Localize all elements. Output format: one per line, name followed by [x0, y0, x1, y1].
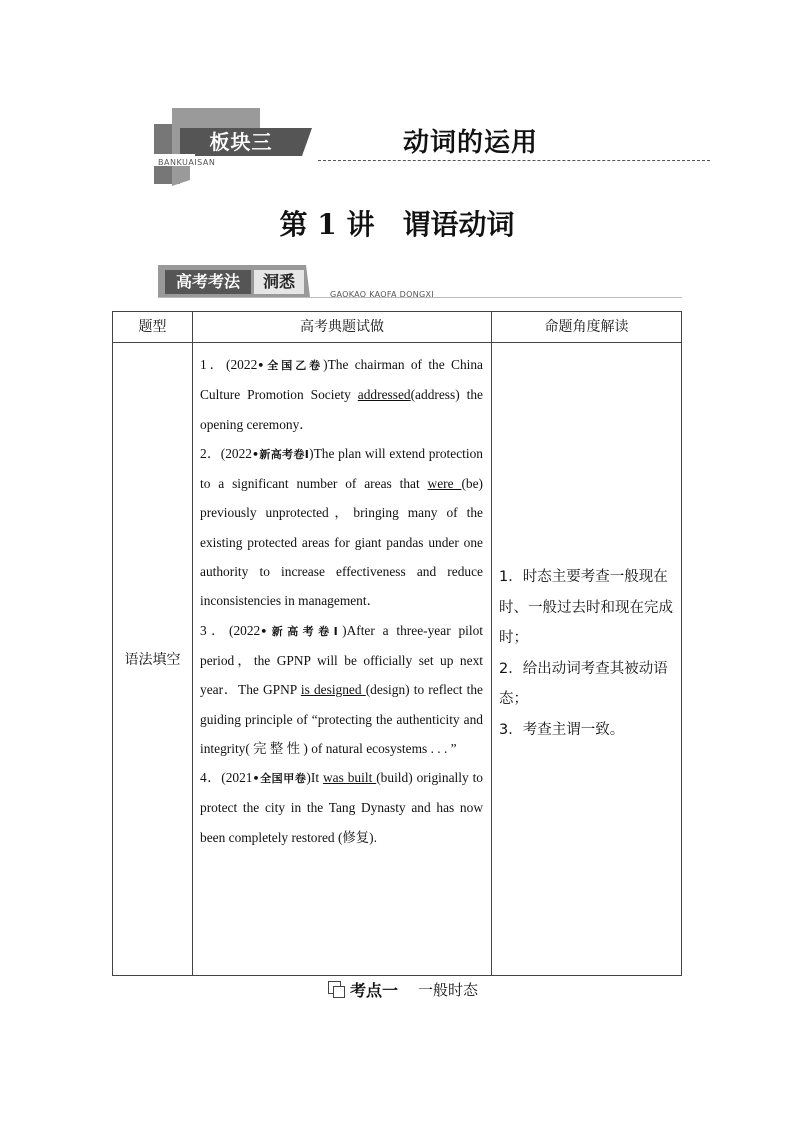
question-list [200, 350, 483, 852]
question-item [200, 616, 483, 763]
question-number: 2．(2022 [200, 445, 252, 461]
analysis-item: 3．考查主谓一致。 [499, 721, 625, 738]
banner-subtitle: BANKUAISAN [158, 158, 216, 167]
question-text: (be) previously unprotected，bringing many of the existing protected areas for giant pandas under one authority to increase effectiveness and reduce inconsistencies in management． [200, 476, 483, 609]
keypoint-title: 一般时态 [418, 980, 479, 999]
question-item [200, 439, 483, 616]
header-analysis: 命题角度解读 [492, 312, 681, 343]
header-divider [318, 160, 710, 161]
section-tag-right: 洞悉 [254, 270, 304, 294]
question-text: (build) originally to protect the city in the Tang Dynasty and has now been completely restored (修复). [200, 770, 483, 845]
question-text: )The chairman of the China Culture Promotion Society [200, 357, 483, 403]
question-item [200, 763, 483, 852]
question-number: 3．(2022 [200, 622, 261, 638]
question-item [200, 350, 483, 439]
question-text: )After a three-year pilot period，the GPNP will be officially set up next year．The GPNP [200, 622, 484, 698]
double-square-icon [328, 981, 344, 997]
question-table [112, 311, 682, 976]
question-number: 4．(2021 [200, 770, 253, 786]
chapter-title: 动词的运用 [403, 128, 539, 158]
question-text: (address) the opening ceremony． [200, 387, 483, 432]
column-type [113, 312, 193, 975]
question-answer: were [427, 476, 462, 492]
question-text: (design) to reflect the guiding principle of “protecting the authenticity and integrity( 完 整 性 ) of natural ecosystems . . . ” [200, 682, 484, 756]
lecture-title: 第 1 讲 谓语动词 [279, 208, 515, 241]
question-answer: is designed [300, 682, 366, 698]
question-answer: addressed [357, 387, 411, 403]
question-number: 1．(2022 [200, 357, 258, 372]
banner-label: 板块三 [195, 128, 287, 156]
question-source: •新高考卷Ⅰ [252, 447, 310, 461]
analysis-list [499, 562, 673, 745]
analysis-item: 1．时态主要考查一般现在时、一般过去时和现在完成时； [499, 569, 673, 646]
question-source: •全国甲卷 [252, 772, 307, 786]
header-type: 题型 [113, 312, 192, 343]
analysis-item: 2．给出动词考查其被动语态； [499, 660, 668, 707]
header-questions: 高考典题试做 [193, 312, 491, 343]
column-analysis [492, 312, 681, 975]
section-tag-underline [158, 297, 682, 298]
question-answer: was built [322, 770, 377, 786]
keypoint-label: 考点一 [350, 980, 399, 1000]
question-type: 语法填空 [124, 652, 181, 668]
question-source: •新高考卷Ⅰ [260, 624, 343, 638]
section-tag-left: 高考考法 [165, 270, 251, 294]
question-text: )It [306, 770, 323, 786]
section-tag-english: GAOKAO KAOFA DONGXI [330, 290, 434, 299]
column-questions [193, 312, 492, 975]
keypoint-heading [328, 978, 478, 1000]
question-source: •全国乙卷 [257, 359, 324, 372]
question-text: )The plan will extend protection to a significant number of areas that [200, 445, 483, 492]
